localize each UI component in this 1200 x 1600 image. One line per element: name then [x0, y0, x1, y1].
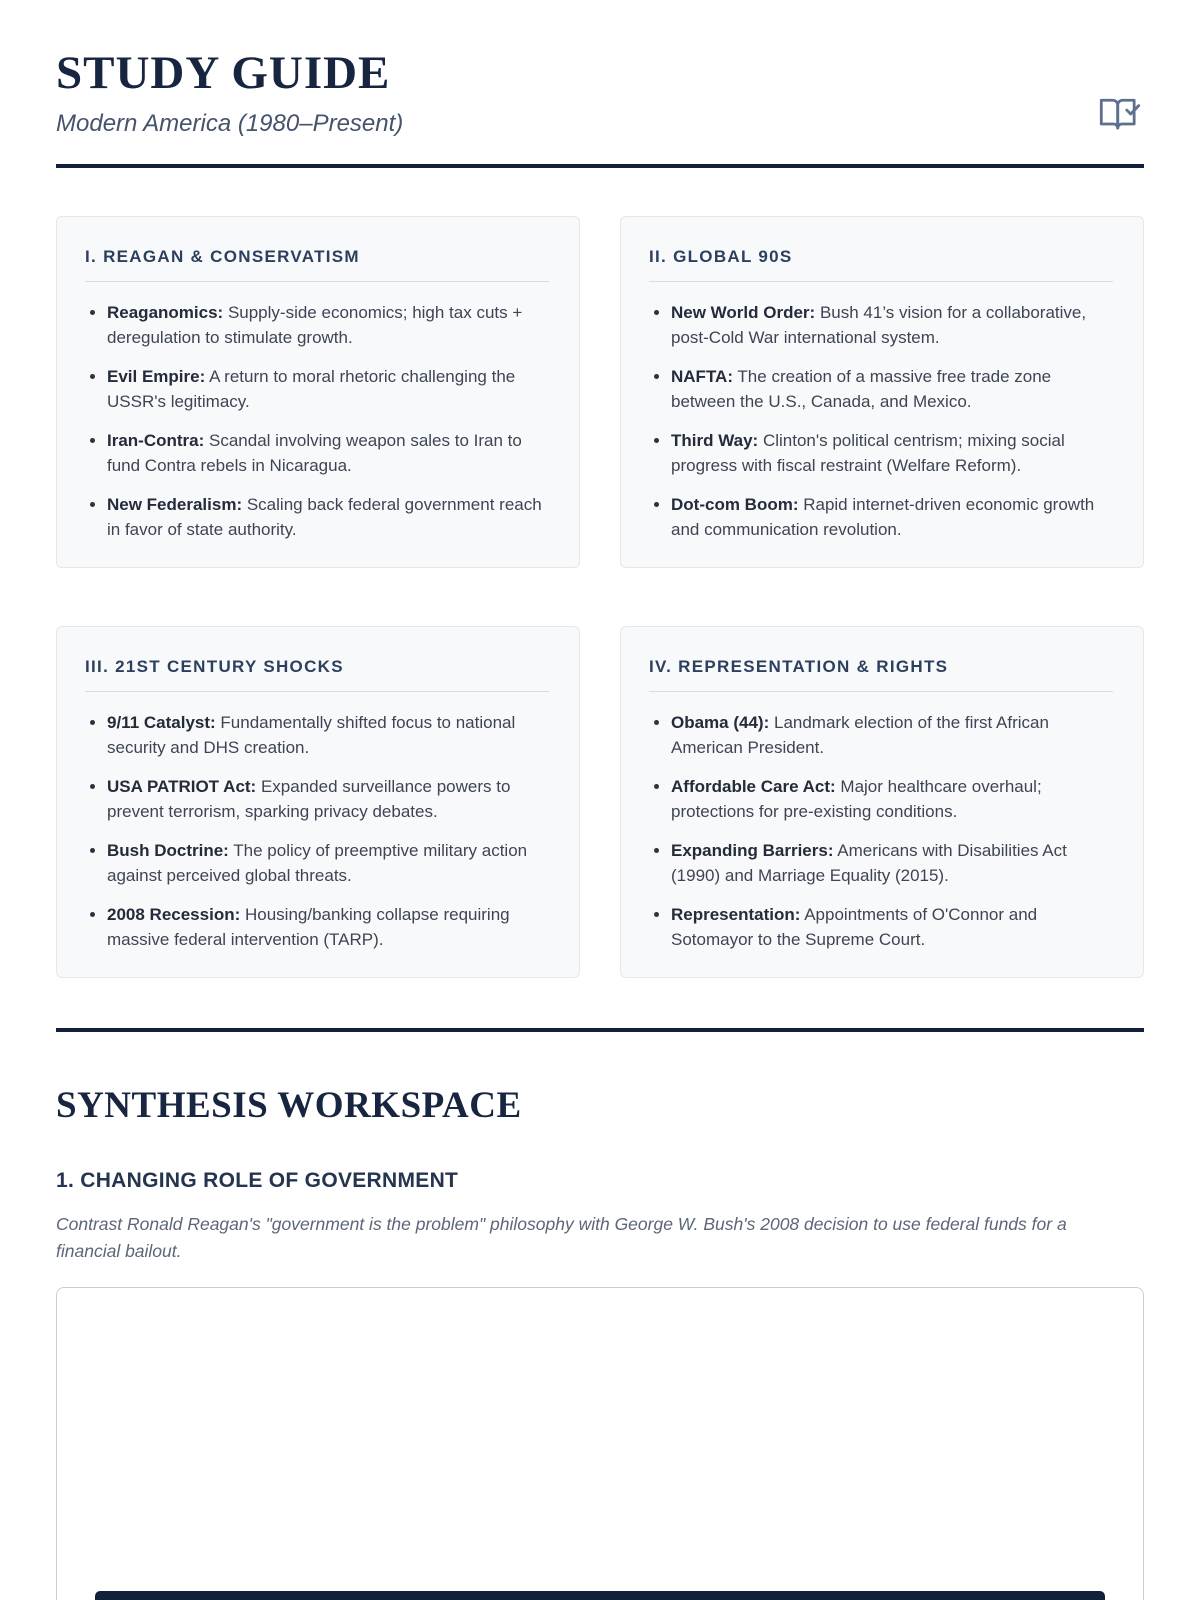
list-item	[671, 492, 1113, 543]
card-title: II. GLOBAL 90S	[649, 247, 1113, 282]
page-title: STUDY GUIDE	[56, 47, 391, 99]
list-item	[671, 300, 1113, 351]
term: Obama (44):	[671, 712, 770, 732]
term: Iran-Contra:	[107, 430, 205, 450]
list-item	[671, 838, 1113, 889]
synthesis-workspace	[56, 1084, 1144, 1600]
list-item	[671, 774, 1113, 825]
list-item	[107, 428, 549, 479]
term: USA PATRIOT Act:	[107, 776, 257, 796]
card-representation-rights	[620, 626, 1144, 978]
workspace-divider	[56, 1028, 1144, 1032]
term: Reaganomics:	[107, 302, 224, 322]
list-item	[671, 902, 1113, 953]
question-prompt: Contrast Ronald Reagan's "government is the problem" philosophy with George W. Bush's 2008 decision to use federal funds for a financial bailout.	[56, 1213, 1067, 1261]
definition: Appointments of O'Connor and Sotomayor to the Supreme Court.	[671, 904, 1038, 950]
term: Bush Doctrine:	[107, 840, 229, 860]
workspace-title: SYNTHESIS WORKSPACE	[56, 1084, 522, 1126]
card-title: III. 21ST CENTURY SHOCKS	[85, 657, 549, 692]
definition: Americans with Disabilities Act (1990) and Marriage Equality (2015).	[671, 840, 1067, 886]
list-item	[671, 428, 1113, 479]
definition: Rapid internet-driven economic growth and communication revolution.	[671, 494, 1095, 540]
definition: Landmark election of the first African American President.	[671, 712, 1049, 758]
card-list	[649, 300, 1113, 543]
definition: A return to moral rhetoric challenging the USSR's legitimacy.	[107, 366, 516, 412]
list-item	[107, 364, 549, 415]
card-list	[85, 710, 549, 953]
page-bottom-bar	[95, 1591, 1105, 1600]
definition: Supply-side economics; high tax cuts + deregulation to stimulate growth.	[107, 302, 523, 348]
list-item	[107, 902, 549, 953]
definition: Expanded surveillance powers to prevent terrorism, sparking privacy debates.	[107, 776, 511, 822]
list-item	[107, 492, 549, 543]
header-divider	[56, 164, 1144, 168]
header-titles	[56, 48, 403, 138]
card-title: IV. REPRESENTATION & RIGHTS	[649, 657, 1113, 692]
list-item	[671, 364, 1113, 415]
list-item	[107, 838, 549, 889]
definition: Scaling back federal government reach in favor of state authority.	[107, 494, 542, 540]
definition: Bush 41’s vision for a collaborative, post-Cold War international system.	[671, 302, 1087, 348]
definition: Housing/banking collapse requiring massive federal intervention (TARP).	[107, 904, 510, 950]
definition: Fundamentally shifted focus to national security and DHS creation.	[107, 712, 516, 758]
list-item	[107, 710, 549, 761]
study-cards-grid	[56, 216, 1144, 978]
list-item	[671, 710, 1113, 761]
list-item	[107, 774, 549, 825]
term: Dot-com Boom:	[671, 494, 799, 514]
definition: Scandal involving weapon sales to Iran to fund Contra rebels in Nicaragua.	[107, 430, 522, 476]
card-reagan-conservatism	[56, 216, 580, 568]
page-subtitle: Modern America (1980–Present)	[56, 109, 404, 137]
card-21st-century-shocks	[56, 626, 580, 978]
term: Representation:	[671, 904, 801, 924]
definition: The creation of a massive free trade zone between the U.S., Canada, and Mexico.	[671, 366, 1052, 412]
term: Affordable Care Act:	[671, 776, 836, 796]
question-title: 1. CHANGING ROLE OF GOVERNMENT	[56, 1168, 459, 1192]
definition: Major healthcare overhaul; protections for pre-existing conditions.	[671, 776, 1042, 822]
term: Third Way:	[671, 430, 759, 450]
term: New World Order:	[671, 302, 816, 322]
term: 9/11 Catalyst:	[107, 712, 216, 732]
term: NAFTA:	[671, 366, 733, 386]
definition: The policy of preemptive military action against perceived global threats.	[107, 840, 528, 886]
open-book-check-icon	[1098, 94, 1144, 136]
card-list	[649, 710, 1113, 953]
card-global-90s	[620, 216, 1144, 568]
term: 2008 Recession:	[107, 904, 241, 924]
page-header	[56, 48, 1144, 138]
term: New Federalism:	[107, 494, 243, 514]
term: Expanding Barriers:	[671, 840, 834, 860]
answer-textarea[interactable]	[56, 1287, 1144, 1600]
card-title: I. REAGAN & CONSERVATISM	[85, 247, 549, 282]
term: Evil Empire:	[107, 366, 206, 386]
list-item	[107, 300, 549, 351]
definition: Clinton's political centrism; mixing social progress with fiscal restraint (Welfare Reform).	[671, 430, 1065, 476]
card-list	[85, 300, 549, 543]
